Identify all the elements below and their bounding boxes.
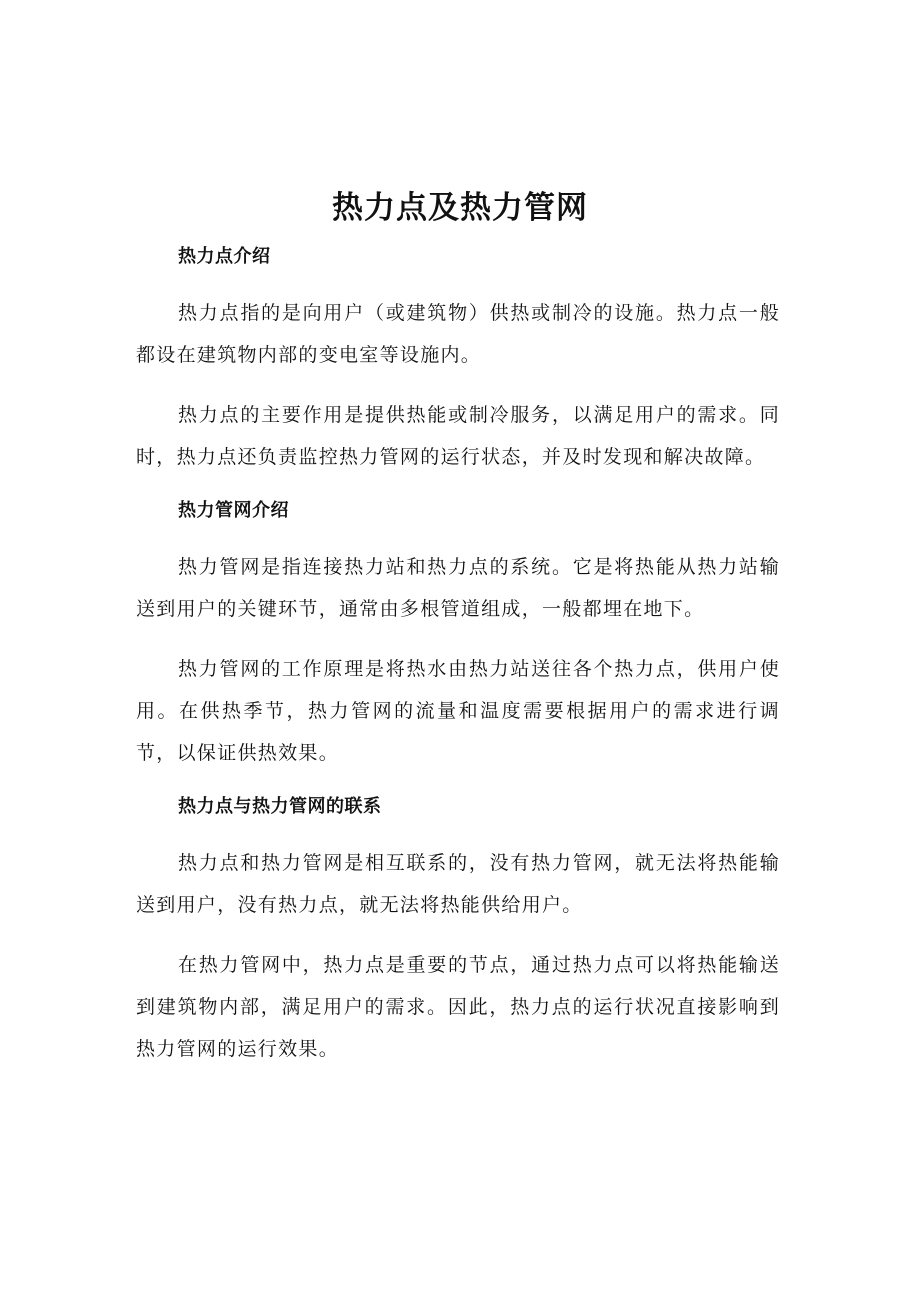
section-heading: 热力管网介绍	[178, 500, 289, 521]
paragraph: 热力管网的工作原理是将热水由热力站送往各个热力点，供用户使用。在供热季节，热力管网的流量和温度需要根据用户的需求进行调节，以保证供热效果。	[136, 658, 780, 764]
section-heading: 热力点介绍	[178, 246, 271, 267]
paragraph: 热力管网是指连接热力站和热力点的系统。它是将热能从热力站输送到用户的关键环节，通常由多根管道组成，一般都埋在地下。	[136, 556, 780, 620]
paragraph: 热力点的主要作用是提供热能或制冷服务，以满足用户的需求。同时，热力点还负责监控热力管网的运行状态，并及时发现和解决故障。	[136, 404, 780, 468]
paragraph: 热力点指的是向用户（或建筑物）供热或制冷的设施。热力点一般都设在建筑物内部的变电室等设施内。	[136, 302, 780, 366]
paragraph: 在热力管网中，热力点是重要的节点，通过热力点可以将热能输送到建筑物内部，满足用户的需求。因此，热力点的运行状况直接影响到热力管网的运行效果。	[136, 954, 780, 1060]
document-title: 热力点及热力管网	[332, 190, 588, 226]
document-body	[136, 238, 780, 1070]
section-relationship	[136, 788, 780, 1070]
section-heat-point-intro	[136, 238, 780, 478]
paragraph: 热力点和热力管网是相互联系的，没有热力管网，就无法将热能输送到用户，没有热力点，就无法将热能供给用户。	[136, 852, 780, 916]
section-heat-network-intro	[136, 492, 780, 774]
section-heading: 热力点与热力管网的联系	[178, 796, 382, 817]
